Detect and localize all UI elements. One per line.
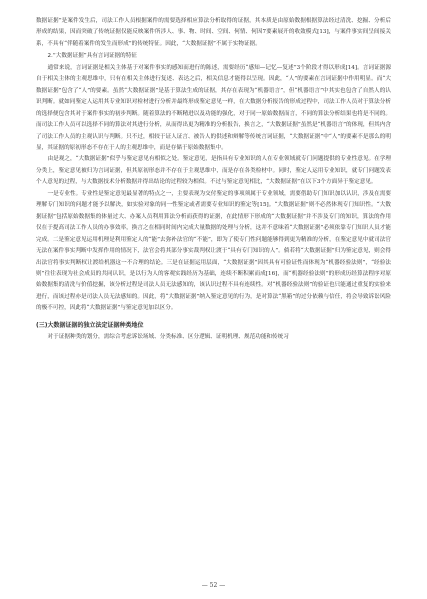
page-number: — 52 — <box>201 582 226 589</box>
body-paragraph: 对于证据种类的划分，需综合考虑诉讼场域、分类标准、区分逻辑、证明机理、规范功能和传统习 <box>47 333 289 340</box>
body-paragraph: 通常来说，言词证据是相关主体基于对案件事实的感知而进行的陈述，需要经历“感知—记忆—复述”3个阶段才得以形成[14]。言词证据源自于相关主体的主观思维中，只有在相关主体进行复述、表达之后，相关信息才能得以呈现。因此，“人”的要素在言词证据中作用明显。而“大数据证据”包含了“人”的要素。虽然“大数据证据”是基于算法生成的证据，其存在表现为“机器语言”，但“机器语言”中其实也包含了自然人的认识判断。就如同鉴定人运用其专业知识对检材进行分析并最终形成鉴定意见一样，在大数据分析报告的形成过程中，司法工作人员对于算法分析的选择便包含其对于案件事实的初步判断。随着算法的不断精进以及功能的强化，对于同一原始数据而言，不同的算法分析结果也将是不同的。而司法工作人员可以选择不同的算法对其进行分析，从而得出更为精准的分析报告，换言之，“大数据证据”虽然是“机器语言”的体现，但其内含了司法工作人员的主观认识与判断。只不过，相较于证人证言、被告人的供述和辩解等传统言词证据，“大数据证据”中“人”的要素不是那么的明显，其证据的原初形态不存在于人的主观思维中，而是存储于原始数据集中。 <box>36 64 391 151</box>
section-heading: (三)大数据证据的独立法定证据种类地位 <box>36 321 144 329</box>
body-paragraph: 由是观之，“大数据证据”似乎与鉴定意见有相似之处。鉴定意见，是指具有专业知识的人在专业领域就专门问题提供的专业性意见。在学理分类上，鉴定意见被归为言词证据，但其原初形态并不存在于主观思维中，而是存在各类检材中。同时，鉴定人运用专业知识，就专门问题发表个人意见的过程，与大数据技术分析数据并得出结论的过程较为相似。不过与鉴定意见相比，“大数据证据”在以下3个方面异于鉴定意见。 <box>36 156 391 186</box>
subsection-heading: 2.“大数据证据”具有言词证据的特征 <box>47 53 137 60</box>
body-paragraph: 一是专业性。专业性是鉴定意见最显著的特点之一，主要表现为交付鉴定的事项须属于专业领域，需要借助专门知识加以认识，涉及在需要理解专门知识的问题才能予以解决，如实验对象的同一性鉴定或者需要专业知识的鉴定等[15]。“大数据证据”则不必然体现专门知识性。“大数据证据”包括原始数据集的体量过大、办案人员利用算法分析而获得的证据，在此情形下形成的“大数据证据”并不涉及专门的知识，算法的作用仅在于提高司法工作人员的办事效率，换言之在相同时间内完成大量数据的处理与分析，这并不意味着“大数据证据”必须依靠专门知识人员才能完成。二是鉴定意见运用机理是利用鉴定人的“能”去弥补法官的“不能”，即为了使专门性问题能够得到更为精准的分析，在鉴定意见中就司法官无法在案件事实判断中发挥作用的情况下，法官会将其部分事实裁判权让渡于“具有专门知识的人”。倘若将“大数据证据”归为鉴定意见，则会得出法官将事实判断权让渡给机器这一不合理的结论。三是在证据运用层面，“大数据证据”因其具有可验证性而体现为“机器经验法则”，“经验法则”往往表现为社会成员的共同认识，是以行为人的客观实践经历为基础，连续不断积累而成[16]，而“机器经验法则”的形成历经算法程序对原始数据集的清洗与价值挖掘，该分析过程是司法人员无法感知的，该认识过程不具有连续性。对“机器经验法则”的验证也只能通过重复的实验来进行，而该过程亦是司法人员无法感知的。因此，将“大数据证据”纳入鉴定意见的行为，是对算法“黑箱”的过分依赖与信任，将会导致诉讼风险的极不可控，因此将“大数据证据”与鉴定意见加以区分。 <box>36 190 391 312</box>
body-paragraph: 数据证据”是案件发生后，司法工作人员根据案件的需要选择相应算法分析取得的证据，其本质是由原始数据根据算法经过清洗、挖掘、分析后形成的结果，因而突破了传统证据仅能反映案件所涉人、事、物、时间、空间、何情、何因7要素展开的收敛模式[13]，与案件事实间呈间接关系，不具有“伴随着案件的发生而形成”的传统特征。因此，“大数据证据”不属于实物证据。 <box>36 18 391 47</box>
